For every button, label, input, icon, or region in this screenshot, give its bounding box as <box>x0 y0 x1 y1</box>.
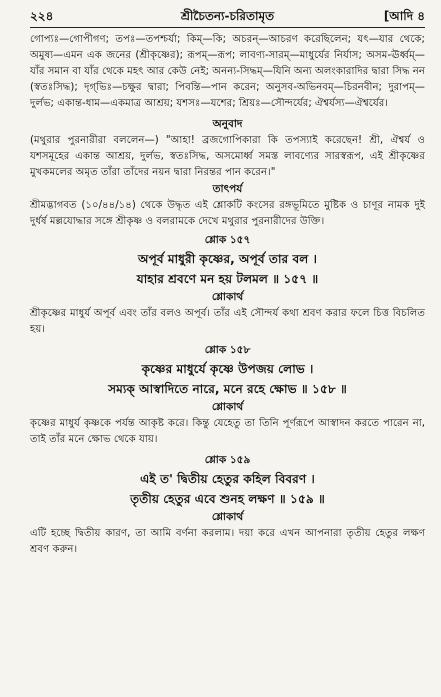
verse-159-line-2: তৃতীয় হেতুর এবে শুনহ লক্ষণ ॥ ১৫৯ ॥ <box>130 492 325 506</box>
purport-heading: তাৎপর্য <box>212 183 243 195</box>
verse-158-meaning: কৃষ্ণের মাধুর্য কৃষ্ণকে পর্যন্ত আকৃষ্ট করে। কিন্তু যেহেতু তা তিনি পূর্ণরূপে আস্বাদন করতে পারেন না, তাই তাঁর মনে ক্ষোভ থেকে যায়। <box>30 418 425 445</box>
verse-157-line-1: অপূর্ব মাধুরী কৃষ্ণের, অপূর্ব তার বল । <box>138 252 317 266</box>
page-body <box>30 32 425 558</box>
verse-157-heading: শ্লোক ১৫৭ <box>204 234 251 246</box>
purport-text: শ্রীমদ্ভাগবত (১০/৪৪/১৪) থেকে উদ্ধৃত এই শ্লোকটি কংসের রঙ্গভূমিতে মুষ্টিক ও চাণূর নামক দুই দুর্ধর্ষ মল্লযোদ্ধার সঙ্গে শ্রীকৃষ্ণ ও বলরামকে দেখে মথুরার পুরনারীদের উক্তি। <box>30 200 425 227</box>
verse-159-line-1: এই ত' দ্বিতীয় হেতুর কহিল বিবরণ । <box>140 472 315 486</box>
page-header <box>30 8 425 26</box>
verse-157-meaning: শ্রীকৃষ্ণের মাধুর্য অপূর্ব এবং তাঁর বলও অপূর্ব। তাঁর এই সৌন্দর্য কথা শ্রবণ করার ফলে চিত্ত বিচলিত হয়। <box>30 308 425 335</box>
translation-heading: অনুবাদ <box>212 118 243 130</box>
chapter-label: [আদি ৪ <box>383 9 425 23</box>
verse-157-line-2: যাহার শ্রবণে মন হয় টলমল ॥ ১৫৭ ॥ <box>136 272 319 286</box>
header-rule <box>30 27 425 28</box>
verse-158-line-2: সম্যক্ আস্বাদিতে নারে, মনে রহে ক্ষোভ ॥ ১৫৮ ॥ <box>108 382 347 396</box>
verse-158-heading: শ্লোক ১৫৮ <box>204 344 251 356</box>
running-title: শ্রীচৈতন্য-চরিতামৃত <box>180 9 275 23</box>
translation-text: (মথুরার পুরনারীরা বললেন—) "আহা! ব্রজগোপিকারা কি তপস্যাই করেছেন! শ্রী, ঐশ্বর্য ও যশসমূহের একান্ত আশ্রয়, দুর্লভ, স্বতঃসিদ্ধ, অসমোর্ধ্ব সমস্ত লাবণ্যের সারস্বরূপ, এই শ্রীকৃষ্ণের মুখকমলের অমৃত তাঁরা তাঁদের নয়ন দ্বারা নিরন্তর পান করেন।" <box>30 135 425 178</box>
page-number: ২২৪ <box>30 9 54 23</box>
verse-159-meaning-heading: শ্লোকার্থ <box>211 511 244 523</box>
word-glossary: গোপ্যঃ—গোপীগণ; তপঃ—তপশ্চর্যা; কিম্—কি; অচরন্—আচরণ করেছিলেন; যৎ—যার থেকে; অমুষ্য—এমন এক জনের (শ্রীকৃষ্ণের); রূপম্—রূপ; লাবণ্য-সারম্—মাধুর্যের নির্যাস; অসম-ঊর্ধ্বম্—যাঁর সমান বা যাঁর থেকে মহৎ আর কেউ নেই; অনন্য-সিদ্ধম্—যিনি অন্য অলংকারাদির দ্বারা সিদ্ধ নন (স্বতঃসিদ্ধ); দৃগ্‌ভিঃ—চক্ষুর দ্বারা; পিবন্তি—পান করেন; অনুসব-অভিনবম্—চিরনবীন; দুরাপম্—দুর্লভ; একান্ত-ধাম—একমাত্র আশ্রয়; যশসঃ—যশের; শ্রিয়ঃ—সৌন্দর্যের; ঐশ্বর্যস্য—ঐশ্বর্যের। <box>30 34 425 109</box>
verse-158-line-1: কৃষ্ণের মাধুর্যে কৃষ্ণে উপজয় লোভ । <box>141 362 314 376</box>
verse-158-meaning-heading: শ্লোকার্থ <box>211 401 244 413</box>
verse-157-meaning-heading: শ্লোকার্থ <box>211 291 244 303</box>
verse-159-meaning: এটি হচ্ছে দ্বিতীয় কারণ, তা আমি বর্ণনা করলাম। দয়া করে এখন আপনারা তৃতীয় হেতুর লক্ষণ শ্রবণ করুন। <box>30 528 425 555</box>
verse-159-heading: শ্লোক ১৫৯ <box>204 454 251 466</box>
